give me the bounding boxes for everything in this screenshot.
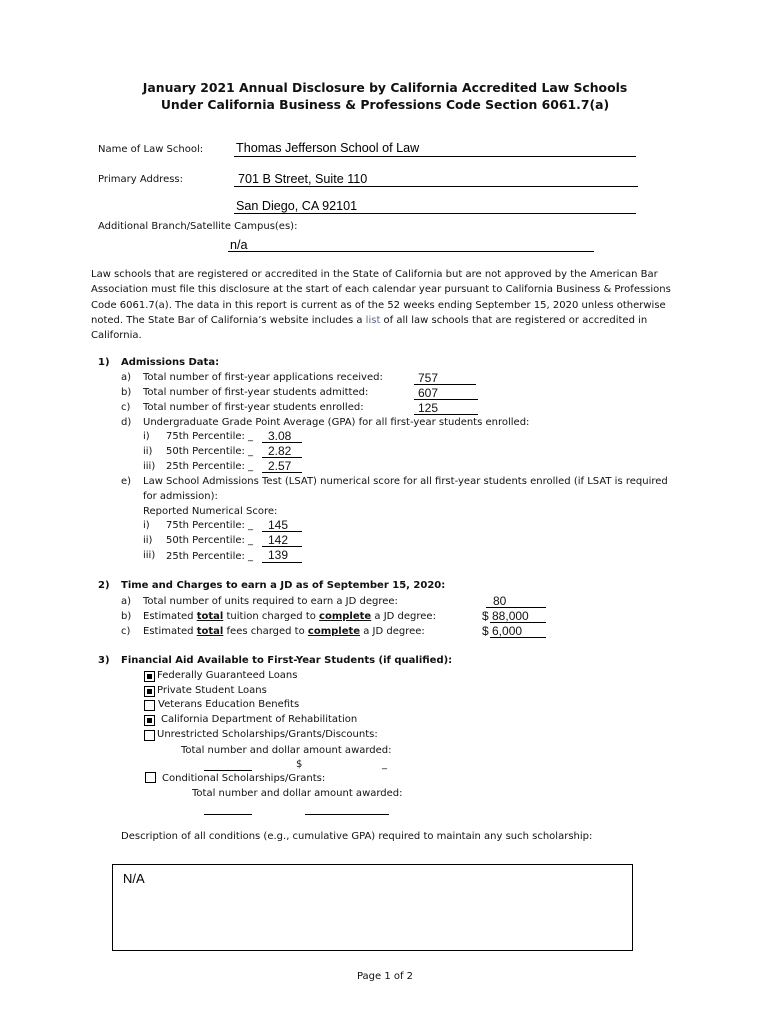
gpa-25-roman: iii) bbox=[143, 461, 156, 472]
gpa-50-roman: ii) bbox=[143, 446, 153, 457]
students-enrolled-text: Total number of first-year students enrolled: bbox=[143, 402, 364, 413]
school-name-value[interactable]: Thomas Jefferson School of Law bbox=[236, 141, 420, 155]
title-line-2: Under California Business & Professions Code Section 6061.7(a) bbox=[160, 97, 610, 112]
rehabilitation-checkbox[interactable] bbox=[144, 715, 155, 726]
federal-loans-checkbox[interactable] bbox=[144, 671, 155, 682]
total-awarded-label-2: Total number and dollar amount awarded: bbox=[192, 788, 403, 799]
lsat-50-label: 50th Percentile: _ bbox=[166, 535, 254, 546]
students-admitted-value[interactable]: 607 bbox=[418, 386, 439, 400]
veterans-benefits-checkbox[interactable] bbox=[144, 700, 155, 711]
fees-value[interactable]: $ 6,000 bbox=[482, 624, 523, 638]
units-required-text: Total number of units required to earn a JD degree: bbox=[143, 596, 398, 607]
lsat-25-roman: iii) bbox=[143, 550, 156, 561]
law-schools-list-link[interactable]: list bbox=[365, 314, 381, 326]
description-textarea[interactable] bbox=[112, 864, 633, 951]
unrestricted-number-field[interactable] bbox=[204, 770, 252, 771]
tuition-mid: tuition charged to bbox=[226, 611, 316, 622]
units-required-value[interactable]: 80 bbox=[493, 594, 507, 608]
intro-text-after-link: of all law schools that are registered or accredited in California. bbox=[91, 314, 648, 342]
private-loans-label: Private Student Loans bbox=[157, 685, 267, 696]
description-value: N/A bbox=[123, 871, 145, 886]
lsat-text-line-2: for admission): bbox=[143, 491, 218, 502]
item-1c-label: c) bbox=[121, 402, 131, 413]
lsat-75-label: 75th Percentile: _ bbox=[166, 520, 254, 531]
fees-total-word: total bbox=[196, 626, 224, 637]
tuition-value[interactable]: $ 88,000 bbox=[482, 609, 529, 623]
address-line-1-underline bbox=[234, 186, 638, 187]
branch-label: Additional Branch/Satellite Campus(es): bbox=[98, 221, 298, 232]
item-1a-label: a) bbox=[121, 372, 132, 383]
tuition-complete-word: complete bbox=[319, 611, 372, 622]
lsat-50-underline bbox=[262, 546, 302, 547]
gpa-25-value[interactable]: 2.57 bbox=[268, 459, 292, 473]
branch-value[interactable]: n/a bbox=[230, 238, 248, 252]
section-1-heading: Admissions Data: bbox=[121, 357, 220, 368]
intro-paragraph bbox=[91, 267, 691, 343]
private-loans-checkbox[interactable] bbox=[144, 686, 155, 697]
tuition-total-word: total bbox=[196, 611, 224, 622]
units-underline bbox=[486, 607, 546, 608]
item-2a-label: a) bbox=[121, 596, 132, 607]
veterans-benefits-label: Veterans Education Benefits bbox=[158, 699, 300, 710]
lsat-75-value[interactable]: 145 bbox=[268, 518, 289, 532]
lsat-75-underline bbox=[262, 531, 302, 532]
school-name-label: Name of Law School: bbox=[98, 144, 204, 155]
item-2c-label: c) bbox=[121, 626, 131, 637]
unrestricted-scholarships-label: Unrestricted Scholarships/Grants/Discounts: bbox=[157, 729, 378, 740]
section-2-number: 2) bbox=[98, 580, 110, 591]
lsat-25-value[interactable]: 139 bbox=[268, 548, 289, 562]
gpa-25-label: 25th Percentile: _ bbox=[166, 461, 254, 472]
item-1d-label: d) bbox=[121, 417, 132, 428]
lsat-50-value[interactable]: 142 bbox=[268, 533, 289, 547]
section-3-number: 3) bbox=[98, 655, 110, 666]
gpa-75-underline bbox=[262, 442, 302, 443]
tuition-post: a JD degree: bbox=[374, 611, 436, 622]
tuition-pre: Estimated bbox=[143, 611, 194, 622]
intro-text-before-link: Law schools that are registered or accredited in the State of California but are not approved by the American Bar Association must file this disclosure at the start of each calendar year pursuant to California Business & Professions Code 6061.7(a). The data in this report is current as of the 52 weeks ending September 15, 2020 unless otherwise noted. The State Bar of California’s website includes a bbox=[91, 269, 671, 326]
section-1-number: 1) bbox=[98, 357, 110, 368]
admitted-underline bbox=[414, 399, 478, 400]
section-2-heading: Time and Charges to earn a JD as of September 15, 2020: bbox=[121, 580, 446, 591]
gpa-75-value[interactable]: 3.08 bbox=[268, 429, 292, 443]
item-2b-label: b) bbox=[121, 611, 132, 622]
students-enrolled-value[interactable]: 125 bbox=[418, 401, 439, 415]
gpa-75-label: 75th Percentile: _ bbox=[166, 431, 254, 442]
gpa-75-roman: i) bbox=[143, 431, 150, 442]
fees-pre: Estimated bbox=[143, 626, 194, 637]
fees-text bbox=[143, 626, 425, 637]
applications-received-text: Total number of first-year applications received: bbox=[143, 372, 383, 383]
lsat-text-line-1: Law School Admissions Test (LSAT) numerical score for all first-year students enrolled (if LSAT is required bbox=[143, 476, 668, 487]
lsat-75-roman: i) bbox=[143, 520, 150, 531]
rehabilitation-label: California Department of Rehabilitation bbox=[161, 714, 358, 725]
total-awarded-label-1: Total number and dollar amount awarded: bbox=[181, 745, 392, 756]
applications-underline bbox=[414, 384, 476, 385]
item-1b-label: b) bbox=[121, 387, 132, 398]
gpa-50-underline bbox=[262, 457, 302, 458]
page-number: Page 1 of 2 bbox=[356, 971, 414, 982]
students-admitted-text: Total number of first-year students admitted: bbox=[143, 387, 369, 398]
fees-underline bbox=[490, 637, 546, 638]
address-line-2[interactable]: San Diego, CA 92101 bbox=[236, 199, 358, 213]
reported-score-label: Reported Numerical Score: bbox=[143, 506, 278, 517]
lsat-25-underline bbox=[262, 562, 302, 563]
fees-mid: fees charged to bbox=[226, 626, 305, 637]
applications-received-value[interactable]: 757 bbox=[418, 371, 439, 385]
lsat-25-label: 25th Percentile: _ bbox=[166, 551, 254, 562]
lsat-50-roman: ii) bbox=[143, 535, 153, 546]
section-3-heading: Financial Aid Available to First-Year Students (if qualified): bbox=[121, 655, 453, 666]
tuition-text bbox=[143, 611, 436, 622]
branch-underline bbox=[228, 251, 594, 252]
gpa-50-label: 50th Percentile: _ bbox=[166, 446, 254, 457]
federal-loans-label: Federally Guaranteed Loans bbox=[157, 670, 298, 681]
address-line-2-underline bbox=[234, 213, 636, 214]
primary-address-label: Primary Address: bbox=[98, 174, 184, 185]
description-prompt: Description of all conditions (e.g., cumulative GPA) required to maintain any such scholarship: bbox=[121, 831, 593, 842]
gpa-25-underline bbox=[262, 472, 302, 473]
conditional-amount-field[interactable] bbox=[305, 814, 389, 815]
conditional-scholarships-checkbox[interactable] bbox=[145, 772, 156, 783]
title-line-1: January 2021 Annual Disclosure by California Accredited Law Schools bbox=[142, 80, 628, 95]
fees-post: a JD degree: bbox=[363, 626, 425, 637]
gpa-text: Undergraduate Grade Point Average (GPA) for all first-year students enrolled: bbox=[143, 417, 530, 428]
item-1e-label: e) bbox=[121, 476, 132, 487]
unrestricted-scholarships-checkbox[interactable] bbox=[144, 730, 155, 741]
enrolled-underline bbox=[414, 414, 478, 415]
address-line-1[interactable]: 701 B Street, Suite 110 bbox=[238, 172, 368, 186]
fees-complete-word: complete bbox=[307, 626, 361, 637]
school-name-underline bbox=[234, 156, 636, 157]
unrestricted-dollar-sign: $ bbox=[296, 759, 303, 770]
gpa-50-value[interactable]: 2.82 bbox=[268, 444, 292, 458]
conditional-scholarships-label: Conditional Scholarships/Grants: bbox=[162, 773, 326, 784]
unrestricted-trailing-underscore: _ bbox=[382, 759, 387, 770]
conditional-number-field[interactable] bbox=[204, 814, 252, 815]
tuition-underline bbox=[490, 622, 546, 623]
